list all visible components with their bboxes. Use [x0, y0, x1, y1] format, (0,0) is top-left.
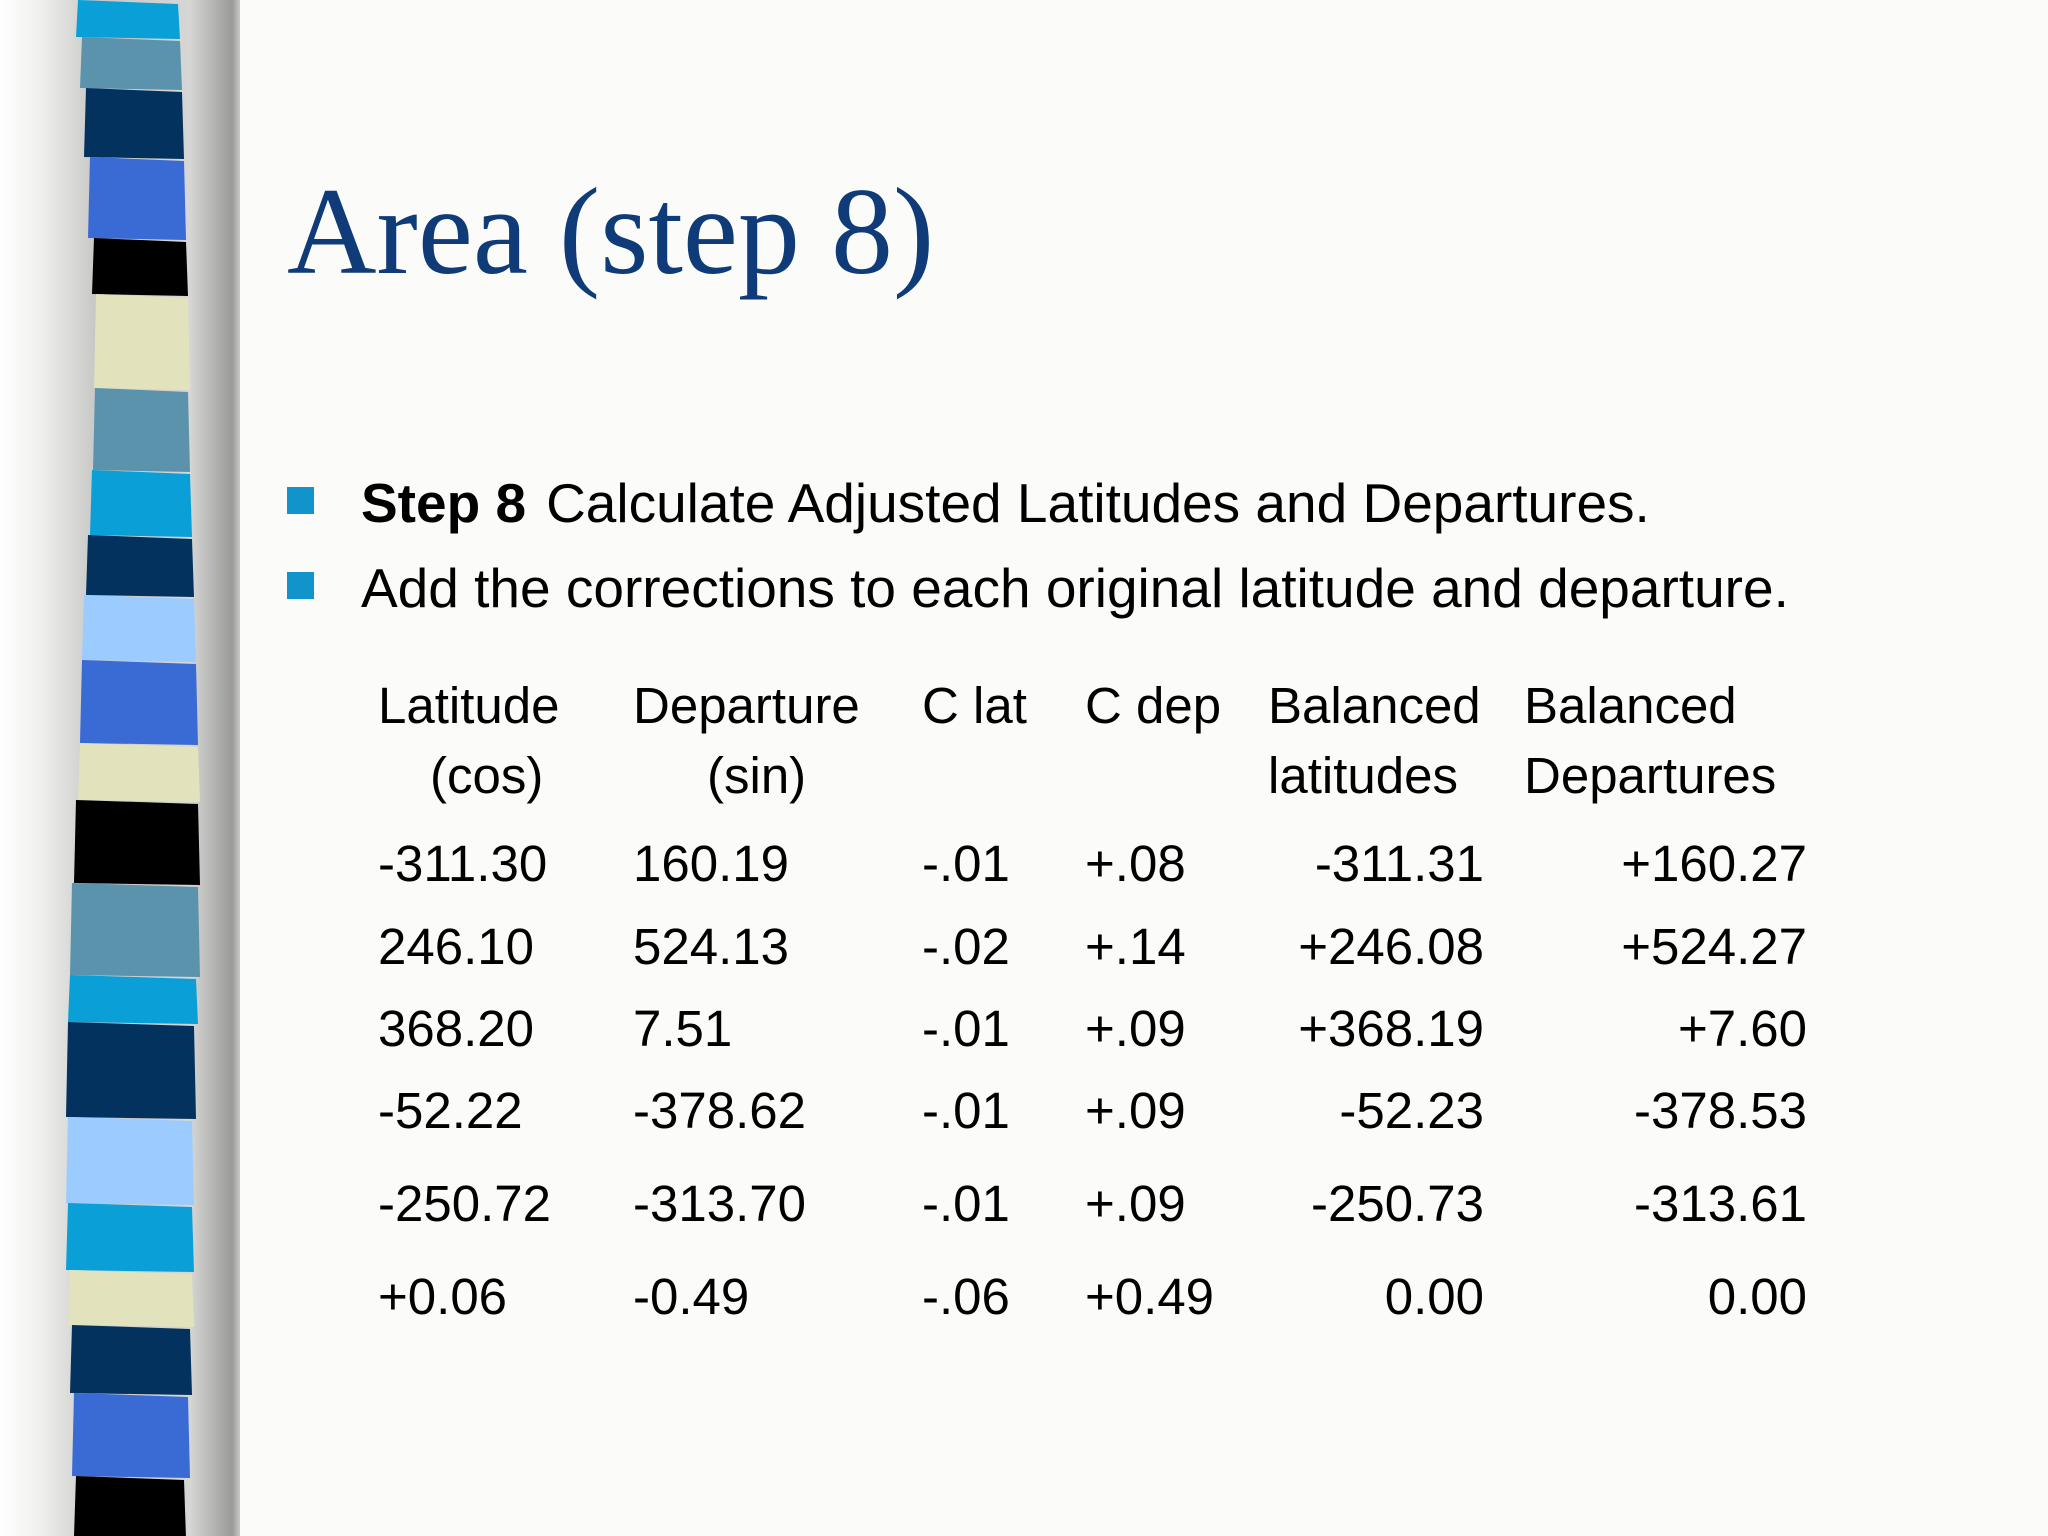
stripe-segment — [68, 975, 198, 1024]
table-cell: -.02 — [922, 918, 1010, 975]
bullet-square-icon — [287, 572, 314, 599]
stripe-segment — [86, 535, 194, 597]
table-header-cell: Latitude — [378, 677, 560, 734]
stripe-segment — [76, 0, 180, 39]
table-cell: +246.08 — [1298, 918, 1484, 975]
table-cell: 368.20 — [378, 1000, 534, 1057]
table-cell: +524.27 — [1621, 918, 1807, 975]
bullet-body: Calculate Adjusted Latitudes and Departures. — [546, 472, 1650, 534]
table-cell: +7.60 — [1677, 1000, 1807, 1057]
stripe-segment — [80, 660, 198, 745]
stripe-segment — [88, 157, 186, 240]
stripe-segment — [82, 595, 196, 662]
bullet-body: Add the corrections to each original latitude and departure. — [361, 557, 1789, 619]
table-cell: -.06 — [922, 1268, 1010, 1325]
stripe-segment — [74, 1476, 186, 1536]
stripe-segment — [80, 37, 182, 90]
bullet-text — [361, 558, 1789, 619]
table-header-cell: Balanced — [1524, 677, 1737, 734]
table-cell: -52.22 — [378, 1082, 523, 1139]
table-cell: -311.31 — [1314, 835, 1484, 892]
stripe-segment — [78, 743, 200, 802]
stripe-segment — [74, 800, 200, 885]
stripe-segment — [66, 1203, 194, 1272]
stripe-segment — [66, 1022, 196, 1119]
table-header-cell: (sin) — [707, 747, 807, 804]
stripe-segment — [94, 294, 190, 390]
slide-title: Area (step 8) — [287, 163, 935, 300]
bullet-text — [361, 473, 1650, 534]
stripe-segment — [84, 88, 184, 159]
bullet-square-icon — [287, 487, 314, 514]
table-cell: 0.00 — [1384, 1268, 1484, 1325]
table-header-cell: Departures — [1524, 747, 1777, 804]
table-cell: -.01 — [922, 1175, 1010, 1232]
table-cell: +.08 — [1085, 835, 1186, 892]
bullet-step-8 — [287, 473, 1947, 537]
decorative-stripe-bar — [0, 0, 240, 1536]
table-cell: 7.51 — [633, 1000, 733, 1057]
stripe-segment — [92, 238, 188, 296]
bullet-bold-label: Step 8 — [361, 472, 527, 534]
table-cell: 0.00 — [1707, 1268, 1807, 1325]
table-cell: 524.13 — [633, 918, 789, 975]
stripe-segment — [72, 1393, 190, 1478]
table-header-cell: Departure — [633, 677, 860, 734]
table-header-cell: C lat — [922, 677, 1027, 734]
table-cell: -.01 — [922, 1082, 1010, 1139]
table-cell: 246.10 — [378, 918, 534, 975]
table-cell: +.09 — [1085, 1082, 1186, 1139]
bullet-add-corrections — [287, 558, 1947, 622]
table-cell: -313.61 — [1634, 1175, 1807, 1232]
table-cell: -250.72 — [378, 1175, 551, 1232]
stripe-segment — [70, 1325, 192, 1395]
table-cell: -0.49 — [633, 1268, 750, 1325]
table-cell: +.09 — [1085, 1000, 1186, 1057]
table-header-cell: Balanced — [1268, 677, 1481, 734]
table-cell: +.14 — [1085, 918, 1186, 975]
stripe-pattern — [0, 0, 240, 1536]
table-cell: +160.27 — [1621, 835, 1807, 892]
stripe-segment — [70, 883, 200, 977]
table-cell: -.01 — [922, 1000, 1010, 1057]
stripe-segment — [66, 1117, 194, 1205]
table-cell: +0.49 — [1085, 1268, 1215, 1325]
table-cell: -311.30 — [378, 835, 548, 892]
table-cell: -313.70 — [633, 1175, 806, 1232]
table-cell: +368.19 — [1298, 1000, 1484, 1057]
table-cell: 160.19 — [633, 835, 789, 892]
table-cell: -52.23 — [1339, 1082, 1484, 1139]
table-cell: -378.62 — [633, 1082, 806, 1139]
table-cell: -250.73 — [1311, 1175, 1484, 1232]
stripe-segment — [90, 470, 192, 537]
table-header-cell: latitudes — [1268, 747, 1458, 804]
table-cell: -.01 — [922, 835, 1010, 892]
stripe-segment — [93, 388, 190, 472]
table-cell: +0.06 — [378, 1268, 508, 1325]
table-header-cell: (cos) — [430, 747, 544, 804]
table-cell: +.09 — [1085, 1175, 1186, 1232]
table-header-cell: C dep — [1085, 677, 1222, 734]
table-cell: -378.53 — [1634, 1082, 1807, 1139]
stripe-segment — [68, 1270, 194, 1327]
